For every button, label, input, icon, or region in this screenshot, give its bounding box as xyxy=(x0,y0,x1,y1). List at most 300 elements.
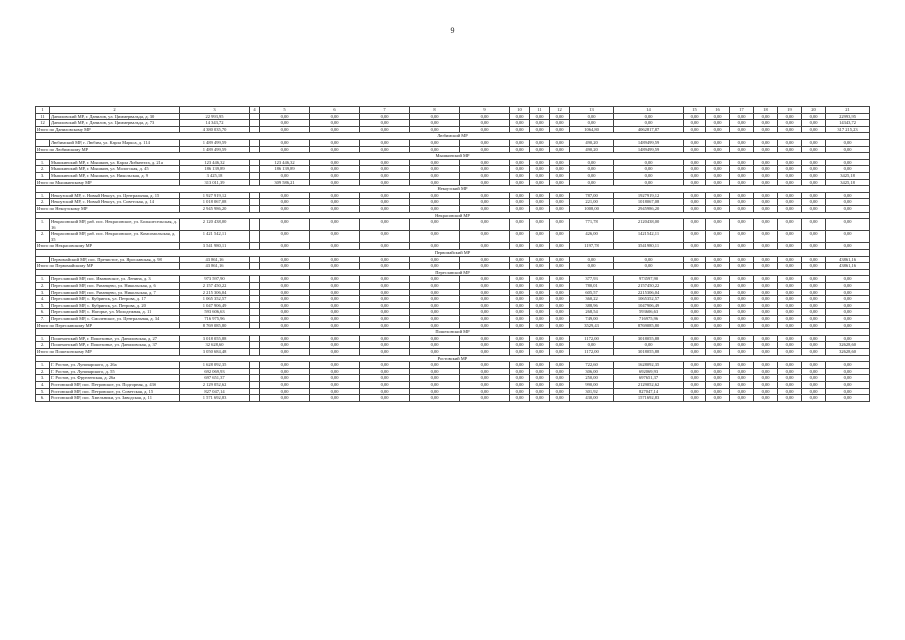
table-cell: 0,00 xyxy=(570,166,614,173)
table-cell: 0,00 xyxy=(826,368,870,375)
table-row xyxy=(36,192,870,199)
section-row xyxy=(36,250,870,257)
table-cell: 0,00 xyxy=(826,199,870,206)
table-cell: 0,00 xyxy=(706,243,730,250)
table-cell: 0,00 xyxy=(706,375,730,382)
table-cell: 0,00 xyxy=(730,126,754,133)
table-cell: 0,00 xyxy=(310,159,360,166)
table-cell: 1 489 499,59 xyxy=(180,146,250,153)
total-label: Итого по Любимскому МР xyxy=(36,146,180,153)
table-cell: 0,00 xyxy=(706,296,730,303)
table-cell: 990,00 xyxy=(570,381,614,388)
column-header: 1 xyxy=(36,107,50,114)
table-cell: 1 065 352,57 xyxy=(180,296,250,303)
column-header: 21 xyxy=(826,107,870,114)
table-cell: 0,00 xyxy=(706,381,730,388)
table-cell: 2 945 986,20 xyxy=(180,205,250,212)
table-cell: 0,00 xyxy=(550,316,570,323)
table-cell: 123 446,32 xyxy=(260,159,310,166)
table-cell: 0,00 xyxy=(802,296,826,303)
table-cell: 0,00 xyxy=(550,395,570,402)
address-cell: Ростовский МР, пос. Петровское, ул. Подгорная, д. 43б xyxy=(50,381,180,388)
table-cell: 0,00 xyxy=(778,199,802,206)
table-cell: 0,00 xyxy=(706,205,730,212)
table-cell: 0,00 xyxy=(802,381,826,388)
table-cell xyxy=(250,243,260,250)
table-cell: 0,00 xyxy=(310,388,360,395)
table-cell: 0,00 xyxy=(360,263,410,270)
table-cell: 0,00 xyxy=(826,283,870,290)
table-cell: 0,00 xyxy=(530,296,550,303)
table-cell: 1. xyxy=(36,362,50,369)
table-cell: 0,00 xyxy=(730,243,754,250)
address-cell: Переславский МР, пос. Рязанцево, ул. Никольская, д. 7 xyxy=(50,289,180,296)
table-cell xyxy=(250,166,260,173)
table-cell: 0,00 xyxy=(754,375,778,382)
table-cell: 0,00 xyxy=(826,302,870,309)
table-cell: 3. xyxy=(36,289,50,296)
table-cell: 0,00 xyxy=(410,113,460,120)
table-cell: 8 769 085,80 xyxy=(180,322,250,329)
table-cell: 0,00 xyxy=(706,172,730,179)
table-cell: 0,00 xyxy=(706,342,730,349)
table-cell: 0,00 xyxy=(550,199,570,206)
table-cell: 0,00 xyxy=(778,192,802,199)
table-cell: 309 586,21 xyxy=(260,179,310,186)
table-cell: 0,00 xyxy=(550,322,570,329)
table-cell: 0,00 xyxy=(410,316,460,323)
table-cell: 0,00 xyxy=(684,342,706,349)
column-header: 15 xyxy=(684,107,706,114)
table-cell: 0,00 xyxy=(730,388,754,395)
table-cell: 0,00 xyxy=(310,205,360,212)
table-cell: 0,00 xyxy=(550,368,570,375)
table-cell: 0,00 xyxy=(410,296,460,303)
table-cell: 0,00 xyxy=(460,139,510,146)
section-title: Пошехонский МР xyxy=(36,329,870,336)
table-cell: 0,00 xyxy=(530,335,550,342)
table-cell: 0,00 xyxy=(684,335,706,342)
table-cell xyxy=(250,146,260,153)
address-cell: Некоузский МР, с. Новый Некоуз, ул. Центральная, д. 15 xyxy=(50,192,180,199)
table-cell: 0,00 xyxy=(310,243,360,250)
table-row xyxy=(36,231,870,243)
table-cell: 221,00 xyxy=(570,199,614,206)
table-cell: 0,00 xyxy=(310,199,360,206)
table-cell: 306,00 xyxy=(570,368,614,375)
table-cell: 0,00 xyxy=(460,296,510,303)
table-cell: 0,00 xyxy=(310,172,360,179)
table-cell: 0,00 xyxy=(802,348,826,355)
section-row xyxy=(36,269,870,276)
total-label: Итого по Некоузскому МР xyxy=(36,205,180,212)
table-cell: 0,00 xyxy=(530,276,550,283)
table-cell: 0,00 xyxy=(684,395,706,402)
table-cell: 2 157 450,22 xyxy=(180,283,250,290)
table-cell: 593 606,63 xyxy=(180,309,250,316)
table-cell: 0,00 xyxy=(410,289,460,296)
table-cell: 0,00 xyxy=(706,283,730,290)
table-cell: 0,00 xyxy=(460,342,510,349)
table-cell: 0,00 xyxy=(550,120,570,127)
table-cell: 0,00 xyxy=(730,348,754,355)
table-row xyxy=(36,113,870,120)
table-cell: 2. xyxy=(36,166,50,173)
table-row xyxy=(36,283,870,290)
table-cell: 0,00 xyxy=(802,205,826,212)
table-cell: 0,00 xyxy=(310,316,360,323)
table-cell: 186 139,89 xyxy=(180,166,250,173)
table-cell: 268,54 xyxy=(570,309,614,316)
table-cell: 0,00 xyxy=(530,381,550,388)
table-cell: 0,00 xyxy=(510,289,530,296)
table-cell: 0,00 xyxy=(410,335,460,342)
table-cell: 0,00 xyxy=(778,375,802,382)
table-cell: 0,00 xyxy=(410,139,460,146)
table-cell: 0,00 xyxy=(260,289,310,296)
table-cell: 0,00 xyxy=(730,296,754,303)
table-cell: 0,00 xyxy=(260,395,310,402)
table-cell xyxy=(250,395,260,402)
table-row xyxy=(36,335,870,342)
table-cell: 5. xyxy=(36,302,50,309)
table-cell: 0,00 xyxy=(826,166,870,173)
table-cell: 0,00 xyxy=(550,309,570,316)
table-cell: 0,00 xyxy=(802,243,826,250)
table-cell: 0,00 xyxy=(410,395,460,402)
table-cell: 1172,00 xyxy=(570,348,614,355)
table-cell: 0,00 xyxy=(706,388,730,395)
table-cell: 0,00 xyxy=(510,199,530,206)
table-cell: 0,00 xyxy=(778,256,802,263)
table-cell: 0,00 xyxy=(260,243,310,250)
table-cell xyxy=(250,322,260,329)
table-cell: 0,00 xyxy=(706,348,730,355)
table-cell: 12 xyxy=(36,120,50,127)
table-cell: 0,00 xyxy=(550,335,570,342)
table-cell: 0,00 xyxy=(510,335,530,342)
table-cell: 0,00 xyxy=(826,375,870,382)
table-cell: 1064,80 xyxy=(570,126,614,133)
table-cell: 0,00 xyxy=(410,192,460,199)
table-cell: 0,00 xyxy=(260,205,310,212)
table-cell: 0,00 xyxy=(826,388,870,395)
table-cell: 0,00 xyxy=(550,231,570,243)
table-cell: 0,00 xyxy=(778,166,802,173)
table-cell: 0,00 xyxy=(550,179,570,186)
table-cell: 0,00 xyxy=(360,179,410,186)
table-cell: 0,00 xyxy=(460,166,510,173)
table-cell: 0,00 xyxy=(310,120,360,127)
table-cell: 1 018 067,08 xyxy=(180,199,250,206)
table-cell: 0,00 xyxy=(802,179,826,186)
table-cell: 0,00 xyxy=(684,231,706,243)
table-cell: 0,00 xyxy=(730,375,754,382)
table-cell: 0,00 xyxy=(510,375,530,382)
table-cell: 0,00 xyxy=(260,388,310,395)
section-title: Первомайский МР xyxy=(36,250,870,257)
table-cell: 14 343,72 xyxy=(180,120,250,127)
table-cell: 0,00 xyxy=(260,302,310,309)
section-title: Любимский МР xyxy=(36,133,870,140)
table-cell xyxy=(250,199,260,206)
table-cell: 0,00 xyxy=(530,388,550,395)
table-cell: 0,00 xyxy=(778,302,802,309)
table-cell: 1. xyxy=(36,192,50,199)
table-cell: 0,00 xyxy=(460,302,510,309)
table-cell: 0,00 xyxy=(754,322,778,329)
table-cell: 0,00 xyxy=(460,243,510,250)
table-cell: 301,92 xyxy=(570,388,614,395)
table-cell: 0,00 xyxy=(260,296,310,303)
table-cell: 0,00 xyxy=(614,113,684,120)
table-cell: 0,00 xyxy=(310,219,360,231)
address-cell: Некрасовский МР, раб. пос. Некрасовское, ул. Большесельская, д. 16 xyxy=(50,219,180,231)
table-cell: 0,00 xyxy=(826,335,870,342)
section-title: Переславский МР xyxy=(36,269,870,276)
table-row xyxy=(36,375,870,382)
address-cell: Переславский МР, с. Нагорье, ул. Молодежная, д. 11 xyxy=(50,309,180,316)
total-row xyxy=(36,205,870,212)
address-cell: Даниловский МР, г. Данилов, ул. Циммервальда, д. 30 xyxy=(50,113,180,120)
table-cell: 0,00 xyxy=(510,192,530,199)
table-cell: 0,00 xyxy=(360,348,410,355)
table-cell: 0,00 xyxy=(550,205,570,212)
table-cell: 0,00 xyxy=(754,205,778,212)
table-cell: 14343,72 xyxy=(826,120,870,127)
table-cell: 0,00 xyxy=(826,205,870,212)
table-cell: 0,00 xyxy=(260,283,310,290)
address-cell: Любимский МР, г. Любим, ул. Карла Маркса, д. 114 xyxy=(50,139,180,146)
table-cell: 0,00 xyxy=(550,388,570,395)
table-cell: 0,00 xyxy=(754,219,778,231)
table-row xyxy=(36,381,870,388)
table-cell: 0,00 xyxy=(460,159,510,166)
table-cell: 0,00 xyxy=(260,276,310,283)
table-cell: 3 541 980,11 xyxy=(180,243,250,250)
table-cell: 0,00 xyxy=(706,395,730,402)
table-cell: 0,00 xyxy=(410,179,460,186)
table-cell: 0,00 xyxy=(310,395,360,402)
table-cell: 32 628,60 xyxy=(180,342,250,349)
table-cell: 0,00 xyxy=(550,166,570,173)
table-cell: 0,00 xyxy=(530,263,550,270)
address-cell: Г. Ростов, ул. Фрунзенская, д. 26а xyxy=(50,375,180,382)
table-cell: 0,00 xyxy=(460,283,510,290)
table-cell: 43861,16 xyxy=(826,263,870,270)
table-cell: 1 927 919,12 xyxy=(180,192,250,199)
table-cell: 1927919,12 xyxy=(614,192,684,199)
table-cell: 0,00 xyxy=(510,309,530,316)
table-cell xyxy=(250,256,260,263)
table-cell: 0,00 xyxy=(360,113,410,120)
table-cell: 0,00 xyxy=(360,256,410,263)
table-cell: 0,00 xyxy=(754,302,778,309)
table-cell: 0,00 xyxy=(360,388,410,395)
table-cell: 716975,96 xyxy=(614,316,684,323)
section-row xyxy=(36,355,870,362)
address-cell: Мышкинский МР, г. Мышкин, ул. Карла Либкнехта, д. 21а xyxy=(50,159,180,166)
table-cell: 0,00 xyxy=(510,296,530,303)
table-cell: 0,00 xyxy=(510,120,530,127)
table-cell: 3. xyxy=(36,375,50,382)
table-cell xyxy=(250,335,260,342)
table-cell: 32628,60 xyxy=(826,348,870,355)
table-cell: 4. xyxy=(36,381,50,388)
table-cell: 2 129 052,62 xyxy=(180,381,250,388)
table-cell: 1. xyxy=(36,159,50,166)
table-cell: 0,00 xyxy=(802,219,826,231)
table-cell: 0,00 xyxy=(510,342,530,349)
table-cell: 0,00 xyxy=(360,219,410,231)
section-title: Мышкинский МР xyxy=(36,153,870,160)
table-cell: 0,00 xyxy=(684,296,706,303)
table-cell xyxy=(250,205,260,212)
table-cell: 0,00 xyxy=(754,120,778,127)
table-cell: 43 861,16 xyxy=(180,263,250,270)
table-cell: 0,00 xyxy=(684,309,706,316)
table-cell: 0,00 xyxy=(310,381,360,388)
table-cell: 0,00 xyxy=(360,362,410,369)
table-cell: 0,00 xyxy=(260,146,310,153)
table-cell xyxy=(250,342,260,349)
table-cell: 0,00 xyxy=(530,113,550,120)
address-cell: Мышкинский МР, г. Мышкин, ул. Мологская, д. 45 xyxy=(50,166,180,173)
table-cell: 7. xyxy=(36,316,50,323)
table-cell: 0,00 xyxy=(706,276,730,283)
table-cell: 0,00 xyxy=(530,289,550,296)
table-cell: 0,00 xyxy=(550,113,570,120)
table-cell xyxy=(250,113,260,120)
total-row xyxy=(36,348,870,355)
table-cell: 0,00 xyxy=(730,368,754,375)
table-cell: 0,00 xyxy=(684,120,706,127)
table-cell: 1421542,11 xyxy=(614,231,684,243)
table-cell: 0,00 xyxy=(550,172,570,179)
table-cell: 6. xyxy=(36,309,50,316)
table-cell: 0,00 xyxy=(310,368,360,375)
table-cell: 0,00 xyxy=(260,342,310,349)
table-cell xyxy=(36,256,50,263)
column-header: 3 xyxy=(180,107,250,114)
table-cell: 0,00 xyxy=(510,322,530,329)
table-cell: 0,00 xyxy=(754,381,778,388)
address-cell: Пошехонский МР, г. Пошехонье, ул. Даниловская, д. 37 xyxy=(50,342,180,349)
table-cell: 0,00 xyxy=(802,231,826,243)
table-cell: 0,00 xyxy=(684,263,706,270)
table-cell: 0,00 xyxy=(684,283,706,290)
table-cell: 0,00 xyxy=(460,192,510,199)
table-cell: 0,00 xyxy=(826,219,870,231)
table-cell: 0,00 xyxy=(802,256,826,263)
table-cell: 0,00 xyxy=(614,172,684,179)
table-cell: 3425,18 xyxy=(826,172,870,179)
table-cell: 0,00 xyxy=(730,316,754,323)
total-row xyxy=(36,322,870,329)
table-cell: 43861,16 xyxy=(826,256,870,263)
table-cell: 0,00 xyxy=(730,219,754,231)
table-cell: 0,00 xyxy=(684,166,706,173)
table-cell: 490,20 xyxy=(570,139,614,146)
table-cell: 0,00 xyxy=(802,302,826,309)
table-cell: 0,00 xyxy=(530,172,550,179)
table-cell: 0,00 xyxy=(360,289,410,296)
table-cell: 0,00 xyxy=(260,362,310,369)
table-cell: 0,00 xyxy=(360,375,410,382)
table-cell: 0,00 xyxy=(550,256,570,263)
table-cell: 0,00 xyxy=(802,192,826,199)
table-cell: 0,00 xyxy=(460,381,510,388)
table-cell: 490,20 xyxy=(570,146,614,153)
table-cell: 0,00 xyxy=(802,120,826,127)
table-cell: 0,00 xyxy=(826,139,870,146)
table-cell: 0,00 xyxy=(460,146,510,153)
table-cell: 0,00 xyxy=(260,322,310,329)
table-cell: 0,00 xyxy=(706,316,730,323)
table-cell: 0,00 xyxy=(550,381,570,388)
table-cell: 0,00 xyxy=(802,139,826,146)
table-cell xyxy=(250,231,260,243)
column-header: 6 xyxy=(310,107,360,114)
table-cell: 0,00 xyxy=(360,276,410,283)
table-cell: 0,00 xyxy=(460,199,510,206)
table-cell: 0,00 xyxy=(260,120,310,127)
table-cell: 0,00 xyxy=(360,302,410,309)
table-cell: 0,00 xyxy=(460,231,510,243)
column-header: 11 xyxy=(530,107,550,114)
table-cell: 0,00 xyxy=(684,316,706,323)
table-cell: 0,00 xyxy=(510,388,530,395)
table-cell: 0,00 xyxy=(730,231,754,243)
table-cell: 0,00 xyxy=(530,368,550,375)
table-cell xyxy=(250,309,260,316)
table-cell: 0,00 xyxy=(684,375,706,382)
table-cell: 0,00 xyxy=(684,172,706,179)
table-cell: 0,00 xyxy=(510,139,530,146)
table-cell: 0,00 xyxy=(706,199,730,206)
table-cell: 0,00 xyxy=(460,172,510,179)
column-header: 8 xyxy=(410,107,460,114)
table-cell: 0,00 xyxy=(802,172,826,179)
table-cell: 1571692,83 xyxy=(614,395,684,402)
table-cell: 1. xyxy=(36,335,50,342)
table-cell: 0,00 xyxy=(754,348,778,355)
table-cell: 0,00 xyxy=(260,309,310,316)
table-cell: 0,00 xyxy=(530,243,550,250)
program-table xyxy=(35,106,870,402)
column-header: 20 xyxy=(802,107,826,114)
column-header: 5 xyxy=(260,107,310,114)
table-cell: 0,00 xyxy=(826,309,870,316)
table-cell: 0,00 xyxy=(460,219,510,231)
table-cell: 0,00 xyxy=(754,159,778,166)
table-cell: 0,00 xyxy=(778,342,802,349)
table-cell: 0,00 xyxy=(706,362,730,369)
table-cell xyxy=(250,126,260,133)
table-cell: 0,00 xyxy=(530,199,550,206)
table-cell: 2157450,22 xyxy=(614,283,684,290)
total-label: Итого по Некрасовскому МР xyxy=(36,243,180,250)
table-cell: 0,00 xyxy=(260,256,310,263)
table-cell: 0,00 xyxy=(826,296,870,303)
table-cell: 0,00 xyxy=(460,309,510,316)
table-cell: 426,00 xyxy=(570,231,614,243)
table-cell: 0,00 xyxy=(260,375,310,382)
address-cell: Некоузский МР, с. Новый Некоуз, ул. Советская, д. 14 xyxy=(50,199,180,206)
table-cell: 0,00 xyxy=(410,309,460,316)
table-cell: 0,00 xyxy=(826,192,870,199)
address-cell: Г. Ростов, ул. Луначарского, д. 26а xyxy=(50,362,180,369)
